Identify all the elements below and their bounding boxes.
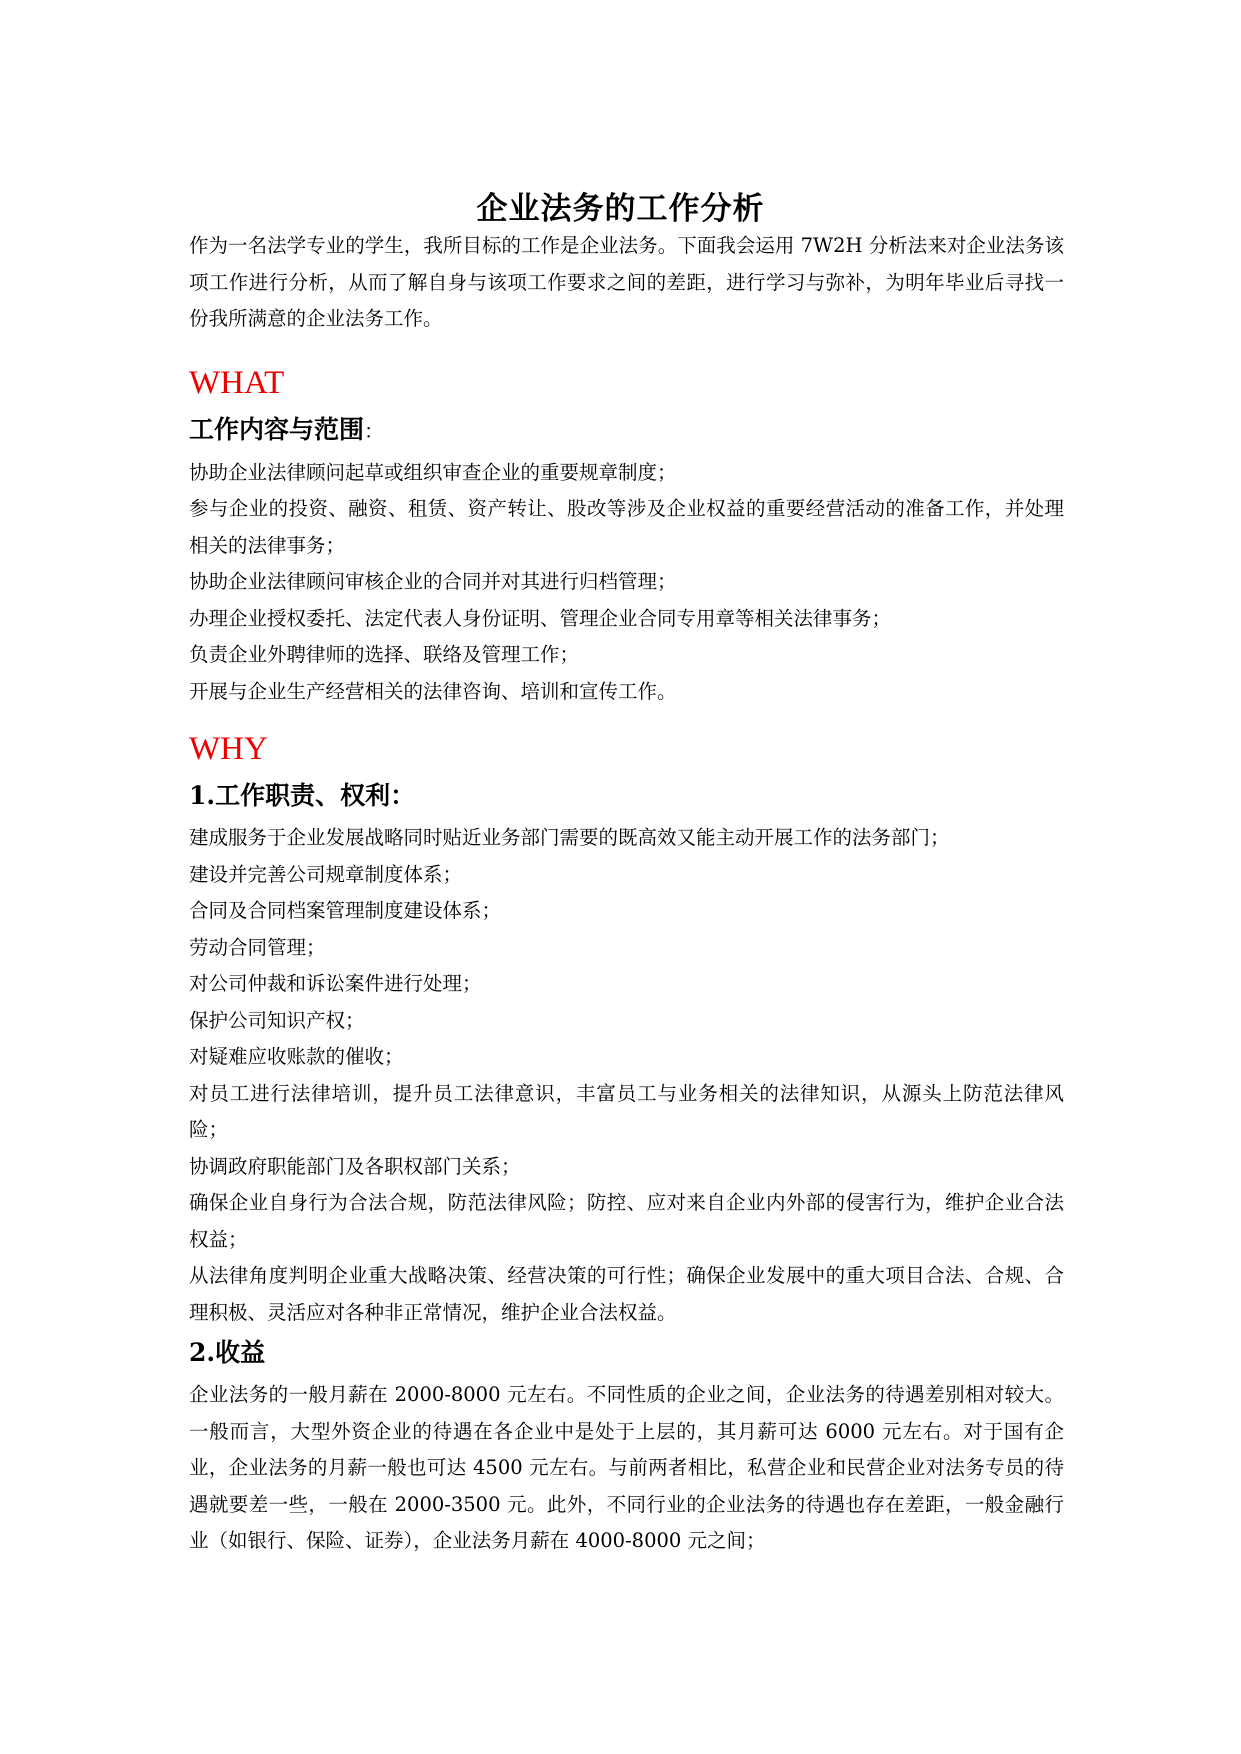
list-item: 办理企业授权委托、法定代表人身份证明、管理企业合同专用章等相关法律事务； bbox=[189, 606, 892, 630]
list-item: 合同及合同档案管理制度建设体系； bbox=[189, 899, 502, 922]
list-item: 开展与企业生产经营相关的法律咨询、培训和宣传工作。 bbox=[189, 679, 677, 703]
document-body bbox=[189, 228, 1064, 1560]
work-scope-heading-text: 工作内容与范围 bbox=[189, 414, 365, 444]
income-paragraph: 企业法务的一般月薪在 2000-8000 元左右。不同性质的企业之间，企业法务的待遇差别相对较大。一般而言，大型外资企业的待遇在各企业中是处于上层的，其月薪可达 6000 元左右。对于国有企业，企业法务的月薪一般也可达 4500 元左右。与前两者相比，私营企业和民营企业对法务专员的待遇就要差一些，一般在 2000-3500 元。此外，不同行业的企业法务的待遇也存在差距，一般金融行业（如银行、保险、证券），企业法务月薪在 4000-8000 元之间； bbox=[189, 1383, 1064, 1552]
list-item: 协调政府职能部门及各职权部门关系； bbox=[189, 1154, 521, 1178]
list-item: 劳动合同管理； bbox=[189, 935, 326, 959]
income-heading: 2.收益 bbox=[189, 1338, 266, 1367]
list-item: 负责企业外聘律师的选择、联络及管理工作； bbox=[189, 643, 580, 666]
list-item: 从法律角度判明企业重大战略决策、经营决策的可行性；确保企业发展中的重大项目合法、合规、合理积极、灵活应对各种非正常情况，维护企业合法权益。 bbox=[189, 1264, 1064, 1324]
list-item: 参与企业的投资、融资、租赁、资产转让、股改等涉及企业权益的重要经营活动的准备工作，并处理相关的法律事务； bbox=[189, 497, 1064, 557]
work-scope-heading-colon: ： bbox=[364, 418, 385, 443]
list-item: 建设并完善公司规章制度体系； bbox=[189, 862, 463, 886]
list-item: 协助企业法律顾问审核企业的合同并对其进行归档管理； bbox=[189, 570, 677, 593]
list-item: 对公司仲裁和诉讼案件进行处理； bbox=[189, 972, 482, 995]
work-scope-heading bbox=[189, 410, 1064, 451]
list-item: 建成服务于企业发展战略同时贴近业务部门需要的既高效又能主动开展工作的法务部门； bbox=[189, 826, 950, 849]
page-title: 企业法务的工作分析 bbox=[476, 190, 765, 227]
list-item: 对员工进行法律培训，提升员工法律意识，丰富员工与业务相关的法律知识，从源头上防范法律风险； bbox=[189, 1081, 1064, 1141]
intro-paragraph: 作为一名法学专业的学生，我所目标的工作是企业法务。下面我会运用 7W2H 分析法来对企业法务该项工作进行分析，从而了解自身与该项工作要求之间的差距，进行学习与弥补，为明年毕业后寻找一份我所满意的企业法务工作。 bbox=[189, 234, 1064, 330]
list-item: 对疑难应收账款的催收； bbox=[189, 1045, 404, 1068]
section-heading-what: WHAT bbox=[189, 364, 285, 401]
list-item: 确保企业自身行为合法合规，防范法律风险；防控、应对来自企业内外部的侵害行为，维护企业合法权益； bbox=[189, 1191, 1064, 1251]
duties-list bbox=[189, 820, 1064, 1331]
section-heading-why: WHY bbox=[189, 731, 268, 767]
duties-heading: 1.工作职责、权利： bbox=[189, 781, 416, 810]
list-item: 协助企业法律顾问起草或组织审查企业的重要规章制度； bbox=[189, 460, 677, 484]
list-item: 保护公司知识产权； bbox=[189, 1008, 365, 1032]
work-scope-list bbox=[189, 455, 1064, 711]
